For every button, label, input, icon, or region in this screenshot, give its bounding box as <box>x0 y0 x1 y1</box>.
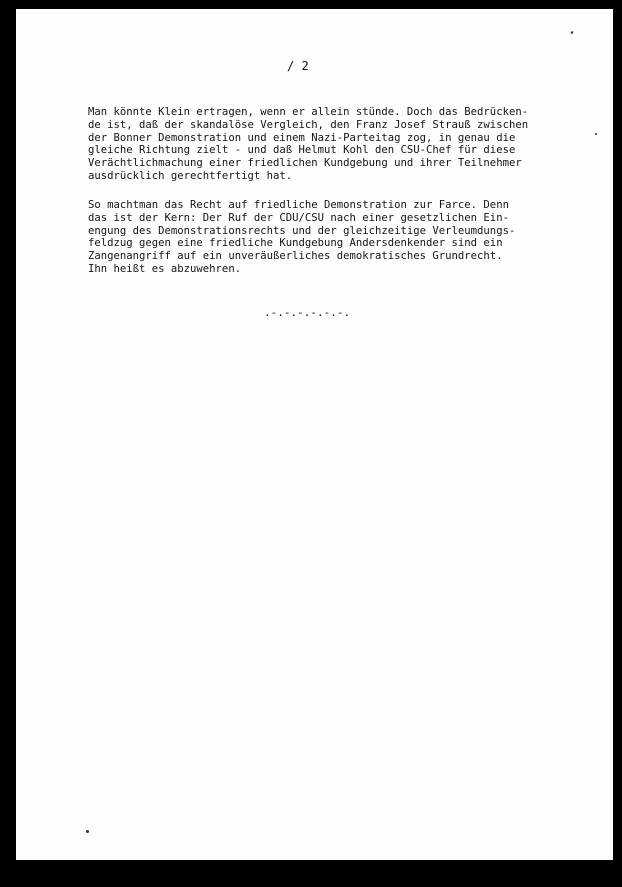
paragraph <box>88 106 588 183</box>
text-line: der Bonner Demonstration und einem Nazi-Parteitag zog, in genau die <box>88 131 516 144</box>
text-line: gleiche Richtung zielt - und daß Helmut Kohl den CSU-Chef für diese <box>88 144 516 157</box>
text-line: de ist, daß der skandalöse Vergleich, den Franz Josef Strauß zwischen <box>88 118 529 131</box>
text-line: ausdrücklich gerechtfertigt hat. <box>88 169 293 182</box>
page-number: / 2 <box>287 59 309 73</box>
scan-speck <box>570 31 574 35</box>
text-line: So machtman das Recht auf friedliche Demonstration zur Farce. Denn <box>88 199 509 211</box>
text-line: Ihn heißt es abzuwehren. <box>88 262 242 275</box>
text-line: Verächtlichmachung einer friedlichen Kundgebung und ihrer Teilnehmer <box>88 157 522 170</box>
scan-speck <box>595 133 597 135</box>
section-separator: .-.-.-.-.-.-. <box>264 306 351 319</box>
text-line: Man könnte Klein ertragen, wenn er allein stünde. Doch das Bedrücken- <box>88 106 529 118</box>
text-line: Zangenangriff auf ein unveräußerliches demokratisches Grundrecht. <box>88 250 503 263</box>
text-line: engung des Demonstrationsrechts und der gleichzeitige Verleumdungs- <box>88 224 516 237</box>
document-page <box>16 9 613 860</box>
scan-speck <box>86 830 89 833</box>
text-line: das ist der Kern: Der Ruf der CDU/CSU nach einer gesetzlichen Ein- <box>88 211 509 224</box>
text-line: feldzug gegen eine friedliche Kundgebung Andersdenkender sind ein <box>88 237 503 250</box>
paragraph <box>88 199 588 276</box>
